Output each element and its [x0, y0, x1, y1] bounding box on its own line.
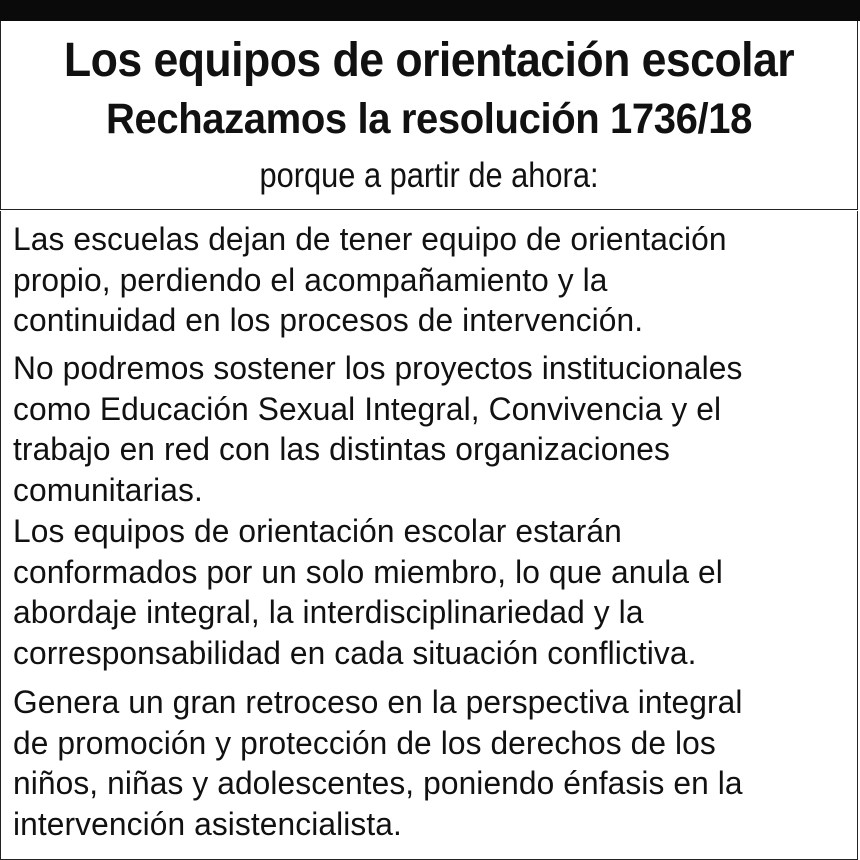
paragraph-line: propio, perdiendo el acompañamiento y la: [13, 261, 608, 298]
paragraph-1: [13, 219, 859, 341]
paragraph-3: [13, 511, 859, 673]
paragraph-line: No podremos sostener los proyectos institucionales: [13, 350, 743, 386]
paragraph-line: abordaje integral, la interdisciplinariedad y la: [13, 594, 644, 630]
paragraph-line: de promoción y protección de los derechos de los: [13, 724, 716, 761]
paragraph-line: como Educación Sexual Integral, Convivencia y el: [13, 390, 722, 427]
top-black-bar: [0, 0, 860, 21]
paragraph-line: conformados por un solo miembro, lo que anula el: [13, 553, 723, 590]
paragraph-line: comunitarias.: [13, 471, 203, 508]
lead-text: porque a partir de ahora:: [259, 156, 599, 195]
paragraph-line: Las escuelas dejan de tener equipo de orientación: [13, 221, 727, 257]
paragraph-line: continuidad en los procesos de intervención.: [13, 302, 644, 338]
paragraph-2: [13, 348, 859, 510]
paragraph-line: intervención asistencialista.: [13, 805, 402, 842]
paragraph-line: Los equipos de orientación escolar estarán: [13, 513, 622, 549]
paragraph-line: Genera un gran retroceso en la perspectiva integral: [13, 684, 743, 720]
body-box: [0, 211, 858, 860]
paragraph-line: trabajo en red con las distintas organizaciones: [13, 431, 670, 467]
paragraph-line: niños, niñas y adolescentes, poniendo énfasis en la: [13, 765, 743, 801]
paragraph-4: [13, 682, 859, 844]
header-box: [0, 21, 858, 210]
paragraph-line: corresponsabilidad en cada situación conflictiva.: [13, 634, 697, 671]
page-title: Los equipos de orientación escolar: [63, 34, 795, 87]
page-subtitle: Rechazamos la resolución 1736/18: [105, 95, 753, 143]
